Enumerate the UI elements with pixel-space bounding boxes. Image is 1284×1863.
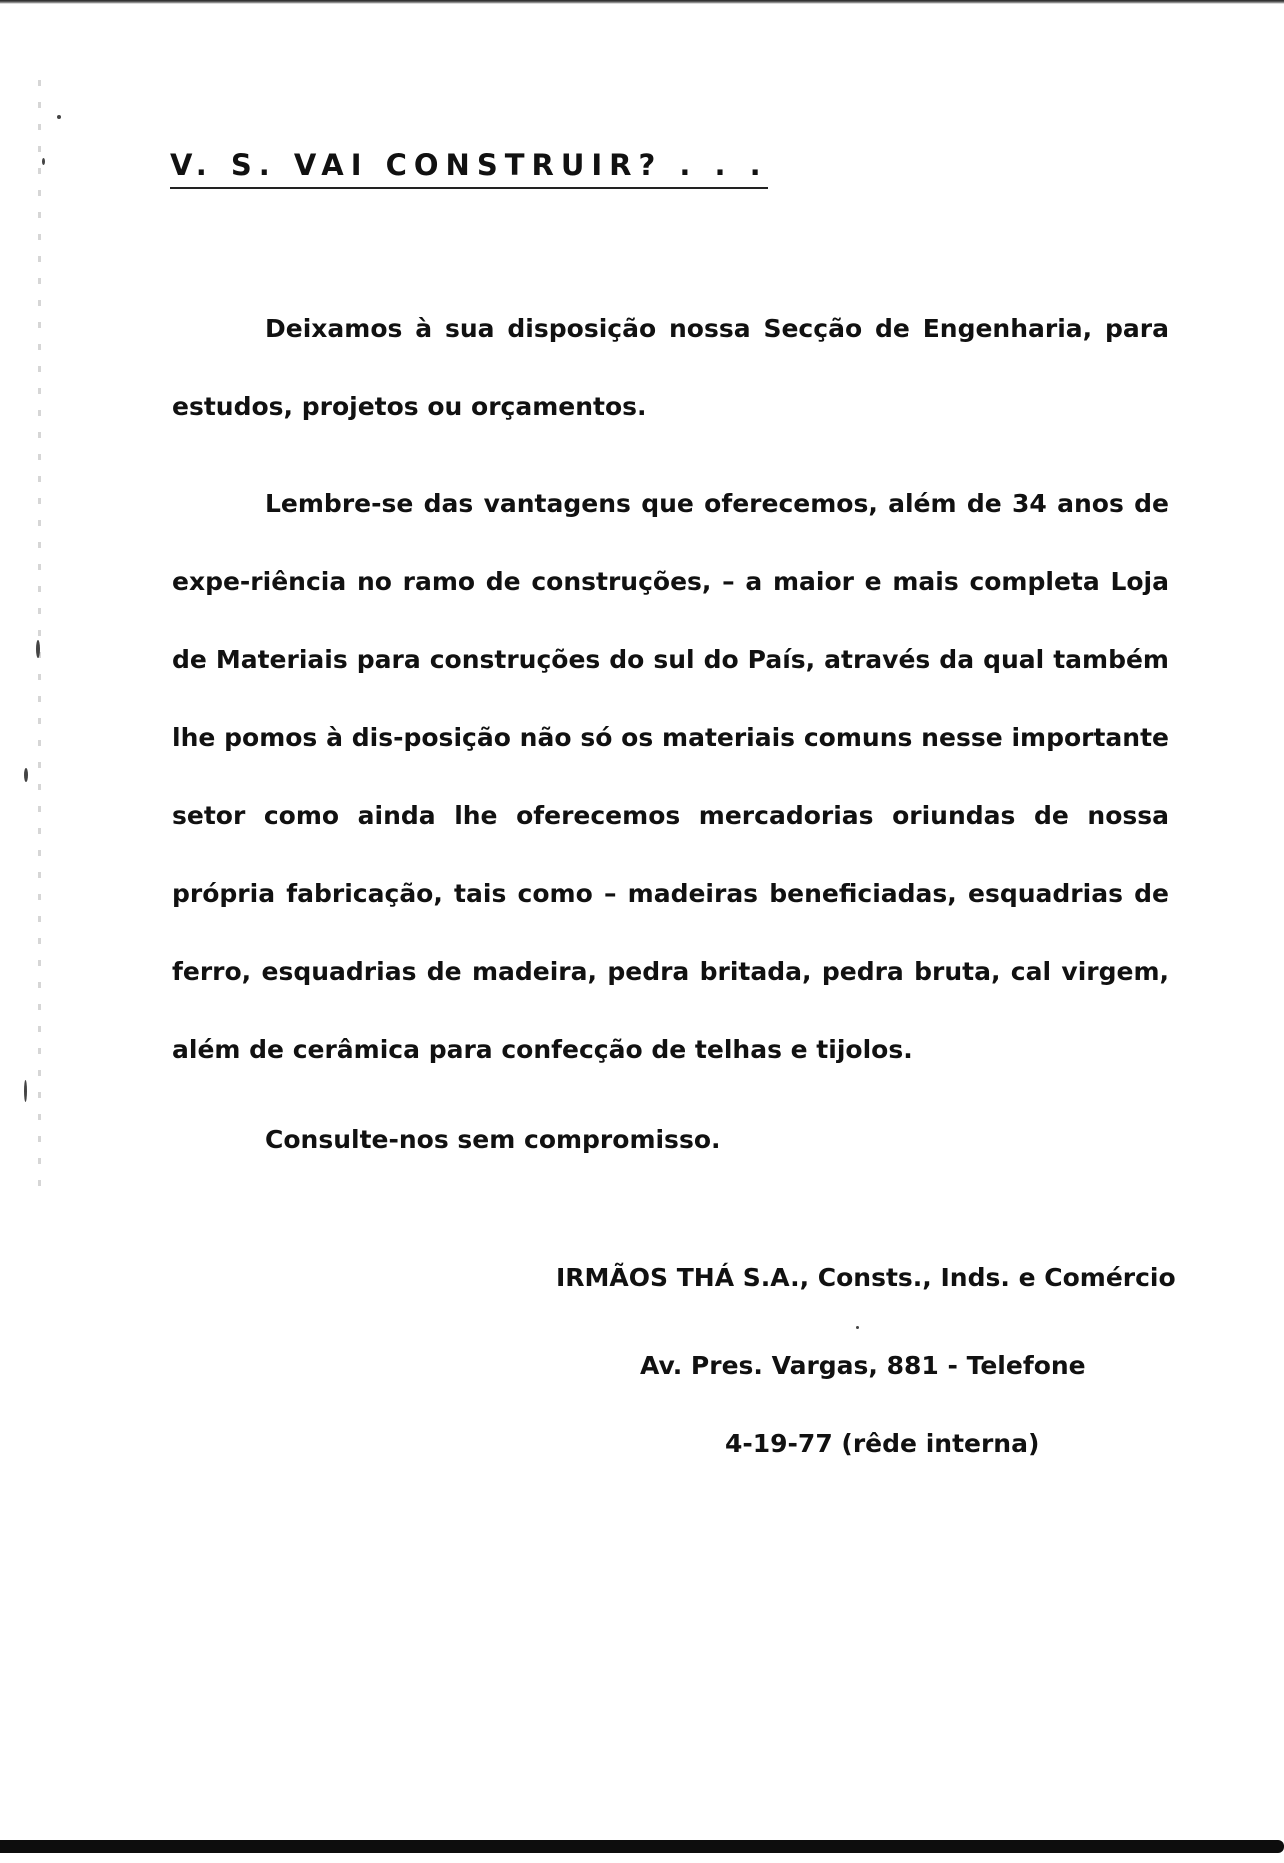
scan-speck — [24, 1080, 27, 1102]
scan-speck — [42, 158, 45, 165]
signature-address: Av. Pres. Vargas, 881 - Telefone — [640, 1351, 1086, 1380]
paragraph-advantages: Lembre-se das vantagens que oferecemos, além de 34 anos de expe-riência no ramo de construções, – a maior e mais completa Loja de Materiais para construções do sul do País, através da qual também lhe pomos à dis-posição não só os materiais comuns nesse importante setor como ainda lhe oferecemos mercadorias oriundas de nossa própria fabricação, tais como – madeiras beneficiadas, esquadrias de ferro, esquadrias de madeira, pedra britada, pedra bruta, cal virgem, além de cerâmica para confecção de telhas e tijolos. — [172, 489, 1169, 1064]
scan-top-edge — [0, 0, 1284, 4]
scan-bottom-edge — [0, 1840, 1284, 1853]
scan-speck — [36, 640, 40, 658]
closing-line: Consulte-nos sem compromisso. — [265, 1125, 721, 1154]
scan-speck — [856, 1326, 859, 1329]
signature-phone: 4-19-77 (rêde interna) — [725, 1429, 1040, 1458]
page-title: V. S. VAI CONSTRUIR? . . . — [170, 147, 768, 189]
scan-speck — [57, 115, 61, 119]
scan-speck — [24, 768, 28, 782]
signature-company: IRMÃOS THÁ S.A., Consts., Inds. e Comércio — [556, 1263, 1176, 1292]
paragraph-engineering-section: Deixamos à sua disposição nossa Secção de Engenharia, para estudos, projetos ou orçamentos. — [172, 314, 1169, 421]
